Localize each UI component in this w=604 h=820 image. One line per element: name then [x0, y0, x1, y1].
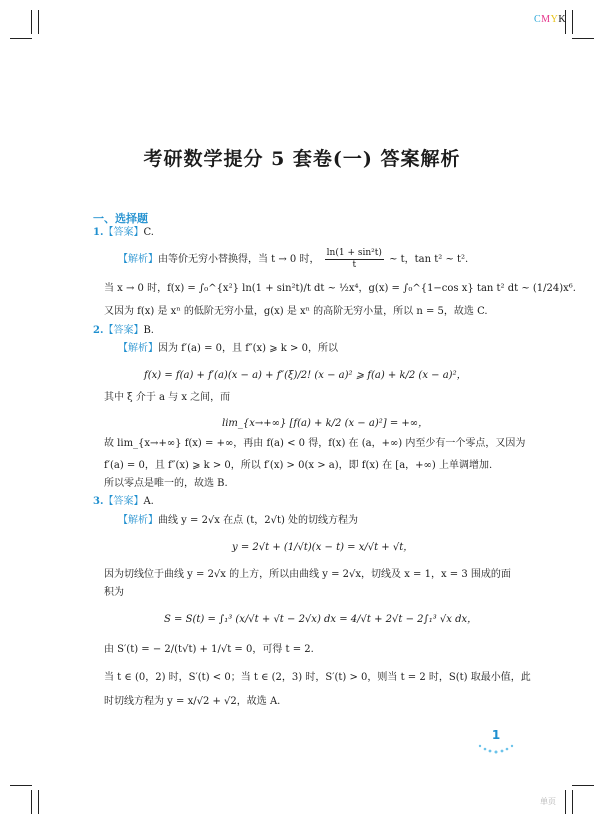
crop-mark	[31, 790, 32, 814]
page-number: 1	[476, 728, 516, 761]
crop-mark	[38, 10, 39, 34]
q3-line-6: 时切线方程为 y = x/√2 + √2，故选 A.	[104, 696, 281, 707]
q2-explain-line: 【解析】因为 f′(a) = 0，且 f″(x) ⩾ k > 0，所以	[118, 343, 338, 354]
q3-equation-1: y = 2√t + (1/√t)(x − t) = x/√t + √t，	[232, 542, 414, 553]
q1-answer: 1.【答案】C.	[93, 227, 154, 238]
q1-line-2: 当 x → 0 时，f(x) = ∫₀^{x²} ln(1 + sin²t)/t dt ~ ½x⁴，g(x) = ∫₀^{1−cos x} tan t² dt ~ (1/24)x⁶.	[104, 283, 576, 294]
q3-line-2: 因为切线位于曲线 y = 2√x 的上方，所以由曲线 y = 2√x，切线及 x = 1，x = 3 围成的面	[104, 569, 511, 580]
crop-mark	[572, 785, 594, 786]
q1-line-3: 又因为 f(x) 是 xⁿ 的低阶无穷小量，g(x) 是 xⁿ 的高阶无穷小量，所以 n = 5，故选 C.	[104, 306, 488, 317]
crop-mark	[10, 38, 32, 39]
dots-decoration-icon	[476, 743, 516, 757]
q2-line-5: 所以零点是唯一的，故选 B.	[104, 478, 228, 489]
q2-line-2: 其中 ξ 介于 a 与 x 之间，而	[104, 392, 231, 403]
q1-fraction: $\frac{\text{ln(1 + sin²t)}}{t}$	[326, 248, 382, 270]
q2-equation-2: lim_{x→+∞} [f(a) + k/2 (x − a)²] = +∞，	[222, 418, 429, 429]
crop-mark	[38, 790, 39, 814]
crop-mark	[572, 10, 573, 34]
q3-answer: 3.【答案】A.	[93, 496, 154, 507]
q3-equation-2: S = S(t) = ∫₁³ (x/√t + √t − 2√x) dx = 4/√t + 2√t − 2∫₁³ √x dx，	[164, 614, 478, 625]
crop-mark	[565, 790, 566, 814]
q2-answer: 2.【答案】B.	[93, 325, 154, 336]
q3-line-5: 当 t ∈ (0，2) 时，S′(t) < 0；当 t ∈ (2，3) 时，S′(t) > 0，则当 t = 2 时，S(t) 取最小值，此	[104, 672, 531, 683]
corner-mark: 单页	[540, 797, 556, 806]
q1-explain-line: 【解析】由等价无穷小替换得，当 t → 0 时， $\frac{\text{ln(1 + sin²t)}}{t}$ ~ t，tan t² ~ t².	[118, 248, 469, 270]
crop-mark	[572, 38, 594, 39]
q3-line-4: 由 S′(t) = − 2/(t√t) + 1/√t = 0，可得 t = 2.	[104, 644, 314, 655]
crop-mark	[10, 785, 32, 786]
cmyk-mark: CMYK	[534, 14, 567, 25]
crop-mark	[31, 10, 32, 34]
page-title: 考研数学提分 5 套卷(一) 答案解析	[143, 148, 461, 170]
q2-line-3: 故 lim_{x→+∞} f(x) = +∞，再由 f(a) < 0 得，f(x) 在 (a，+∞) 内至少有一个零点，又因为	[104, 438, 526, 449]
section-heading: 一、选择题	[93, 212, 148, 225]
q3-explain-line: 【解析】曲线 y = 2√x 在点 (t，2√t) 处的切线方程为	[118, 515, 359, 526]
q3-line-3: 积为	[104, 587, 124, 598]
crop-mark	[572, 790, 573, 814]
q2-line-4: f′(a) = 0，且 f″(x) ⩾ k > 0，所以 f′(x) > 0(x > a)，即 f(x) 在 [a，+∞) 上单调增加.	[104, 460, 493, 471]
q2-equation-1: f(x) = f(a) + f′(a)(x − a) + f″(ξ)/2! (x − a)² ⩾ f(a) + k/2 (x − a)²，	[144, 370, 467, 381]
